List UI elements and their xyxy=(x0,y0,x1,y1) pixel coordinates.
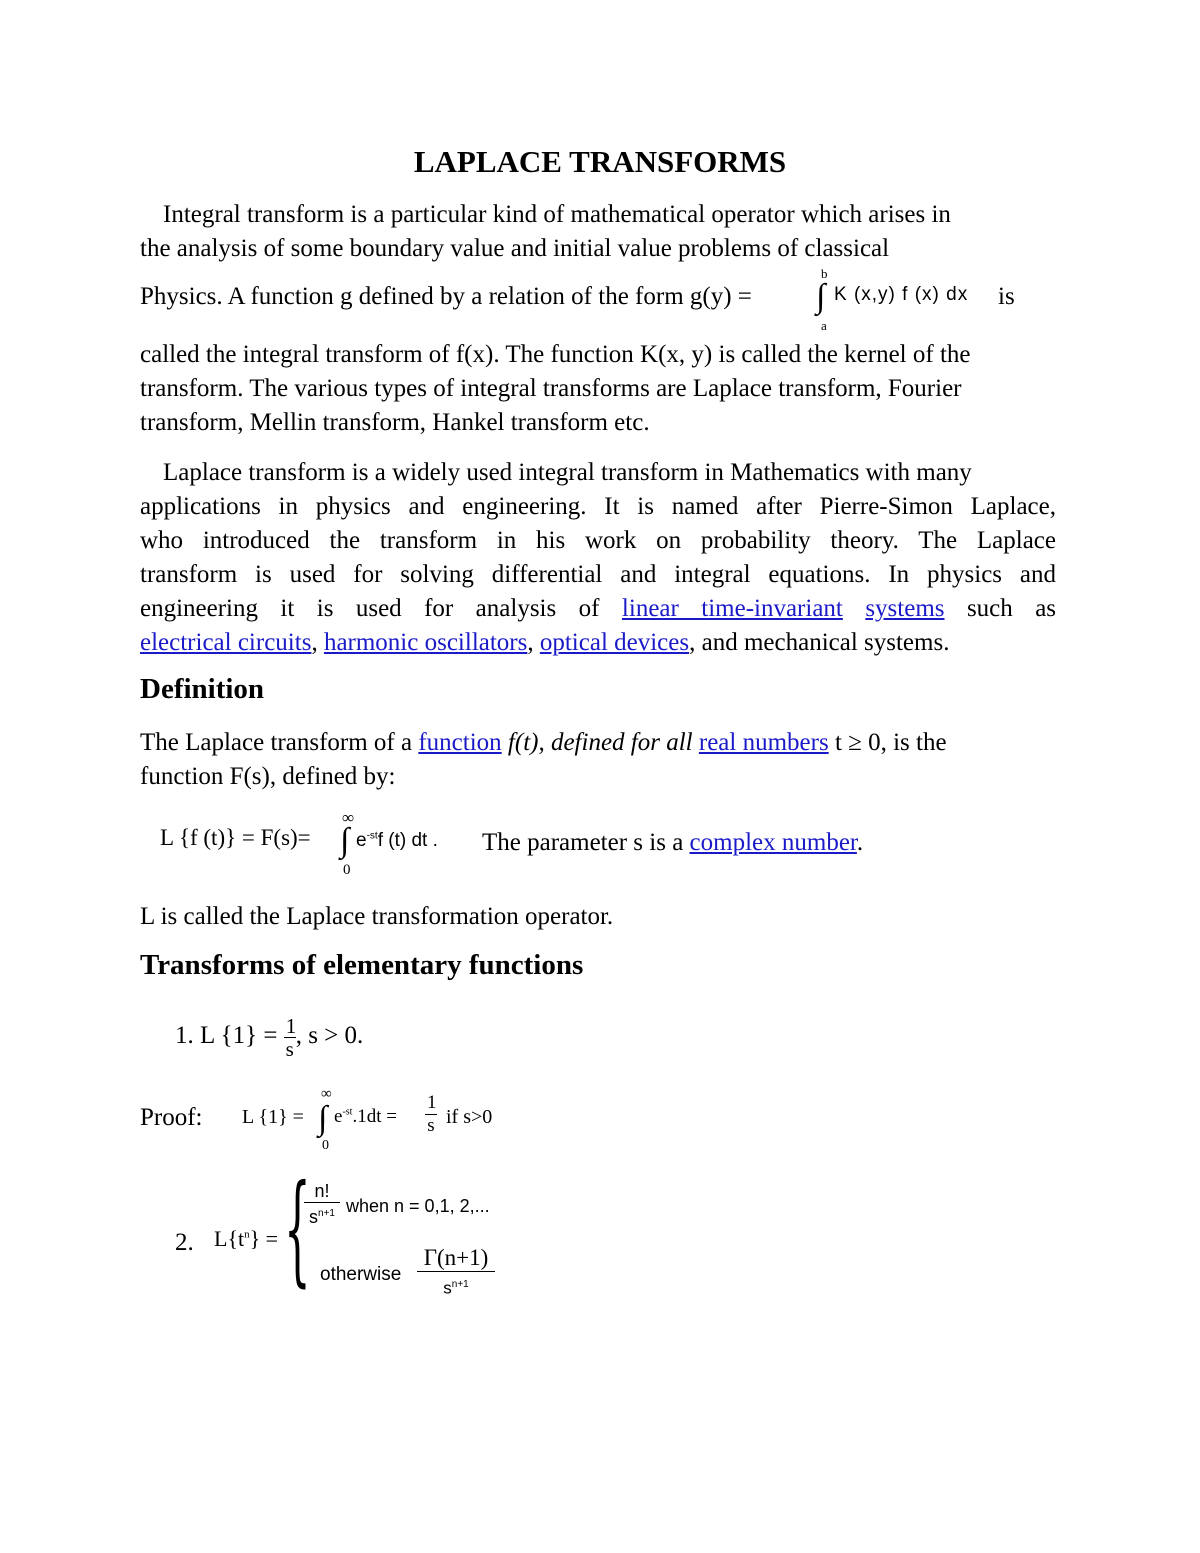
item1-denominator: s xyxy=(285,1037,294,1061)
proof-label: Proof: xyxy=(140,1104,203,1131)
operator-line: L is called the Laplace transformation operator. xyxy=(140,903,614,930)
item1-prefix: 1. L {1} = xyxy=(175,1022,278,1050)
proof-fraction xyxy=(425,1092,437,1137)
laplace-integral-lower: 0 xyxy=(343,862,351,878)
link-electrical-circuits[interactable]: electrical circuits xyxy=(140,629,312,656)
definition-heading: Definition xyxy=(140,673,265,705)
case1-denominator xyxy=(304,1203,340,1228)
parameter-text: The parameter s is a xyxy=(482,829,684,856)
laplace-integrand-rest: f (t) dt . xyxy=(377,830,438,851)
para2-line-5 xyxy=(140,592,1056,626)
link-function[interactable]: function xyxy=(418,729,502,756)
intro-line-3-text: Physics. A function g defined by a relation of the form g(y) = xyxy=(140,283,752,310)
laplace-formula-lhs: L {f (t)} = F(s)= xyxy=(160,825,311,850)
proof-integrand-exp: -st xyxy=(342,1106,353,1118)
elementary-heading: Transforms of elementary functions xyxy=(140,949,584,981)
parameter-sentence xyxy=(482,826,863,860)
proof-integrand xyxy=(334,1106,397,1128)
item2-lhs-exp: n xyxy=(244,1228,250,1241)
intro-line-3-is: is xyxy=(998,283,1015,310)
case1-fraction xyxy=(304,1180,340,1228)
item1-suffix: , s > 0. xyxy=(295,1022,364,1050)
case2-denominator xyxy=(417,1272,495,1302)
proof-numerator: 1 xyxy=(427,1092,437,1113)
intro-line-5: transform. The various types of integral transforms are Laplace transform, Fourier xyxy=(140,375,962,402)
case2-den-exp: n+1 xyxy=(451,1279,469,1290)
case2-numerator: Γ(n+1) xyxy=(417,1245,495,1272)
definition-line-1-mid: f(t), defined for all xyxy=(507,729,693,756)
case1-numerator: n! xyxy=(304,1180,340,1203)
intro-line-1: Integral transform is a particular kind of mathematical operator which arises in xyxy=(163,201,951,228)
proof-integrand-e: e xyxy=(334,1106,343,1127)
link-optical-devices[interactable]: optical devices xyxy=(539,629,690,656)
link-harmonic-oscillators[interactable]: harmonic oscillators xyxy=(323,629,528,656)
laplace-integrand-exp: -st xyxy=(366,830,378,842)
integral-integrand: K (x,y) f (x) dx xyxy=(834,284,969,305)
para2-line-1: Laplace transform is a widely used integral transform in Mathematics with many xyxy=(163,459,972,486)
para2-line-5-text: engineering it is used for analysis of xyxy=(140,595,600,622)
definition-line-2: function F(s), defined by: xyxy=(140,763,396,790)
intro-line-3 xyxy=(140,280,752,314)
integral-sign-icon: ∫ xyxy=(816,278,826,315)
proof-denominator: s xyxy=(427,1115,435,1136)
laplace-integral-upper: ∞ xyxy=(342,808,355,827)
para2-line-2: applications in physics and engineering. It is named after Pierre-Simon Laplace, xyxy=(140,493,1056,520)
para2-line-3: who introduced the transform in his work on probability theory. The Laplace xyxy=(140,527,1056,554)
para2-line-4: transform is used for solving differential and integral equations. In physics and xyxy=(140,561,1056,588)
item1 xyxy=(175,1015,363,1060)
item1-fraction xyxy=(284,1015,296,1060)
parameter-end: . xyxy=(856,829,864,856)
proof-condition: if s>0 xyxy=(446,1106,493,1128)
integral-upper-limit: b xyxy=(821,266,828,281)
link-systems[interactable]: systems xyxy=(865,595,945,622)
para2-line-6: electrical circuits, harmonic oscillators, optical devices, and mechanical systems. xyxy=(140,629,950,656)
case2-label: otherwise xyxy=(320,1264,402,1285)
case1-den-base: s xyxy=(309,1207,319,1227)
proof-integral-sign-icon: ∫ xyxy=(318,1100,328,1137)
para2-line-6-end: , and mechanical systems. xyxy=(689,629,950,656)
link-linear-time-invariant[interactable]: linear time-invariant xyxy=(621,595,843,622)
item2-lhs xyxy=(214,1226,278,1252)
item1-numerator: 1 xyxy=(285,1014,297,1038)
laplace-integrand-e: e xyxy=(356,830,367,851)
item2-lhs-end: } = xyxy=(249,1226,279,1251)
proof-fraction-body xyxy=(425,1092,437,1137)
laplace-integral-sign-icon: ∫ xyxy=(340,822,350,859)
definition-line-1-end: t ≥ 0, is the xyxy=(834,729,947,756)
proof-integral-lower: 0 xyxy=(322,1138,329,1153)
definition-line-1 xyxy=(140,726,947,760)
integral-lower-limit: a xyxy=(821,318,827,333)
item2-number: 2. xyxy=(175,1229,194,1256)
integral-kernel xyxy=(816,268,836,332)
proof-lhs: L {1} = xyxy=(242,1106,304,1128)
item2-lhs-text: L{t xyxy=(214,1226,245,1251)
case1-fraction-body xyxy=(304,1180,340,1228)
link-complex-number[interactable]: complex number xyxy=(689,829,857,856)
case2-fraction xyxy=(417,1245,495,1302)
intro-line-6: transform, Mellin transform, Hankel transform etc. xyxy=(140,409,650,436)
case1-den-exp: n+1 xyxy=(318,1208,335,1219)
intro-line-4: called the integral transform of f(x). The function K(x, y) is called the kernel of the xyxy=(140,341,971,368)
proof-integrand-rest: .1dt = xyxy=(352,1106,397,1127)
link-real-numbers[interactable]: real numbers xyxy=(698,729,829,756)
definition-line-1-text: The Laplace transform of a xyxy=(140,729,413,756)
case1-condition: when n = 0,1, 2,... xyxy=(346,1196,490,1216)
cases-brace-icon: { xyxy=(284,1160,311,1299)
intro-line-2: the analysis of some boundary value and initial value problems of classical xyxy=(140,235,890,262)
case2-fraction-body xyxy=(417,1245,495,1302)
case2-den-base: s xyxy=(443,1278,452,1298)
proof-integral-upper: ∞ xyxy=(321,1086,332,1102)
laplace-integrand xyxy=(356,830,438,852)
para2-line-5-end: such as xyxy=(966,595,1057,622)
page-title: LAPLACE TRANSFORMS xyxy=(413,144,787,179)
